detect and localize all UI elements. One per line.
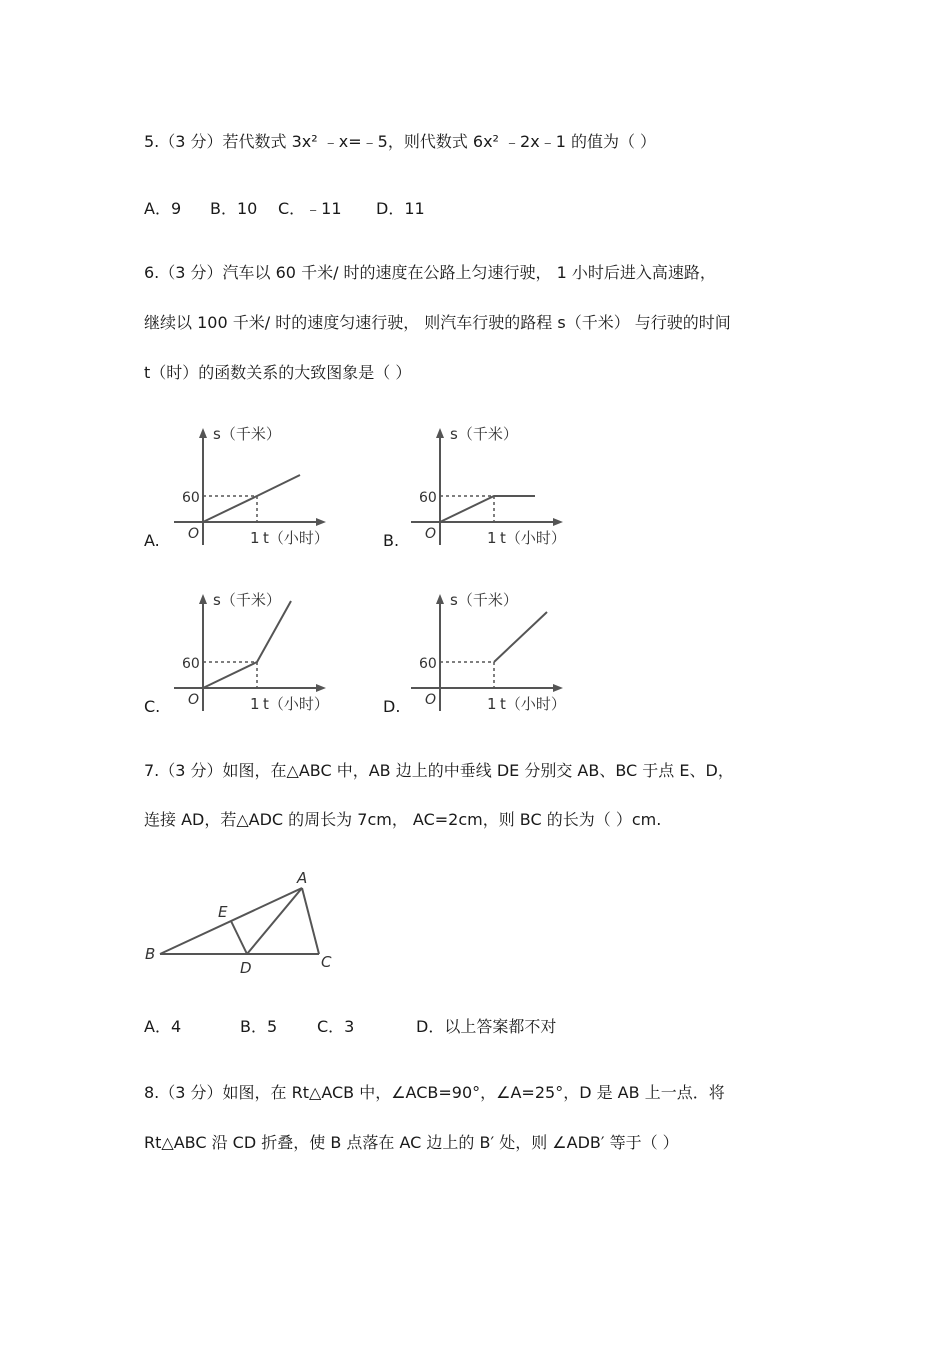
x-axis-label: t（小时） (263, 529, 329, 547)
origin-label: O (425, 692, 437, 708)
y-axis-label: s（千米） (450, 591, 518, 609)
y-axis-label: s（千米） (213, 591, 281, 609)
y-axis-label: s（千米） (450, 425, 518, 443)
q5-option-d: D．11 (376, 199, 425, 218)
x-axis-label: t（小时） (500, 529, 566, 547)
label-d: D (240, 959, 252, 977)
y-tick-60: 60 (182, 490, 200, 506)
q6-stem-line3: t（时）的函数关系的大致图象是（ ） (144, 363, 412, 382)
segment-ac (302, 888, 319, 954)
y-tick-60: 60 (182, 656, 200, 672)
q8-stem-line2: Rt△ABC 沿 CD 折叠，使 B 点落在 AC 边上的 B′ 处，则 ∠ADB′ 等于（ ） (144, 1133, 679, 1152)
graph-b (407, 420, 572, 550)
q7-options (144, 1017, 556, 1037)
label-c: C (321, 953, 332, 971)
graph-a-label: A. (144, 531, 160, 550)
q5-option-c: C．﹣11 (278, 199, 342, 218)
q5-option-a: A．9 (144, 199, 182, 218)
x-axis-label: t（小时） (263, 695, 329, 713)
q5-option-b: B．10 (210, 199, 258, 218)
segment-de (231, 921, 247, 954)
label-b: B (145, 945, 156, 963)
q5-options (144, 199, 425, 219)
graph-c-label: C. (144, 697, 161, 716)
y-axis-arrow-icon (436, 594, 444, 604)
origin-label: O (425, 526, 437, 542)
segment-ad (247, 888, 302, 954)
x-axis-arrow-icon (553, 518, 563, 526)
q7-stem-line1: 7.（3 分）如图，在△ABC 中，AB 边上的中垂线 DE 分别交 AB、BC 于点 E、D， (144, 761, 734, 780)
x-tick-1: 1 (487, 695, 497, 713)
origin-label: O (188, 692, 200, 708)
graph-a (170, 420, 335, 550)
x-tick-1: 1 (487, 529, 497, 547)
q7-option-c: C．3 (317, 1017, 355, 1036)
graph-line (494, 612, 547, 662)
q7-stem-line2: 连接 AD，若△ADC 的周长为 7cm， AC=2cm，则 BC 的长为（ ）cm. (144, 810, 662, 829)
q6-stem-line1: 6.（3 分）汽车以 60 千米/ 时的速度在公路上匀速行驶， 1 小时后进入高速路， (144, 263, 716, 282)
y-tick-60: 60 (419, 656, 437, 672)
x-tick-1: 1 (250, 695, 260, 713)
x-tick-1: 1 (250, 529, 260, 547)
q6-stem-line2: 继续以 100 千米/ 时的速度匀速行驶， 则汽车行驶的路程 s（千米） 与行驶的时间 (144, 313, 731, 332)
y-axis-label: s（千米） (213, 425, 281, 443)
graph-line (440, 496, 535, 522)
graph-c (170, 586, 335, 716)
q5-stem: 5.（3 分）若代数式 3x² ﹣x=﹣5，则代数式 6x² ﹣2x﹣1 的值为（ ） (144, 132, 657, 151)
x-axis-arrow-icon (553, 684, 563, 692)
graph-d-label: D. (383, 697, 401, 716)
graph-line (203, 475, 300, 522)
label-a: A (297, 869, 308, 887)
q7-option-b: B．5 (240, 1017, 278, 1036)
x-axis-label: t（小时） (500, 695, 566, 713)
q7-option-d: D．以上答案都不对 (416, 1017, 557, 1036)
label-e: E (218, 903, 228, 921)
y-axis-arrow-icon (436, 428, 444, 438)
origin-label: O (188, 526, 200, 542)
x-axis-arrow-icon (316, 518, 326, 526)
x-axis-arrow-icon (316, 684, 326, 692)
y-tick-60: 60 (419, 490, 437, 506)
q7-option-a: A．4 (144, 1017, 182, 1036)
q8-stem-line1: 8.（3 分）如图，在 Rt△ACB 中，∠ACB=90°，∠A=25°，D 是 AB 上一点．将 (144, 1083, 725, 1102)
graph-line-start (440, 662, 494, 688)
y-axis-arrow-icon (199, 428, 207, 438)
graph-d (407, 586, 572, 716)
q7-triangle-figure (140, 868, 340, 978)
graph-b-label: B. (383, 531, 400, 550)
graph-line (203, 601, 291, 688)
y-axis-arrow-icon (199, 594, 207, 604)
